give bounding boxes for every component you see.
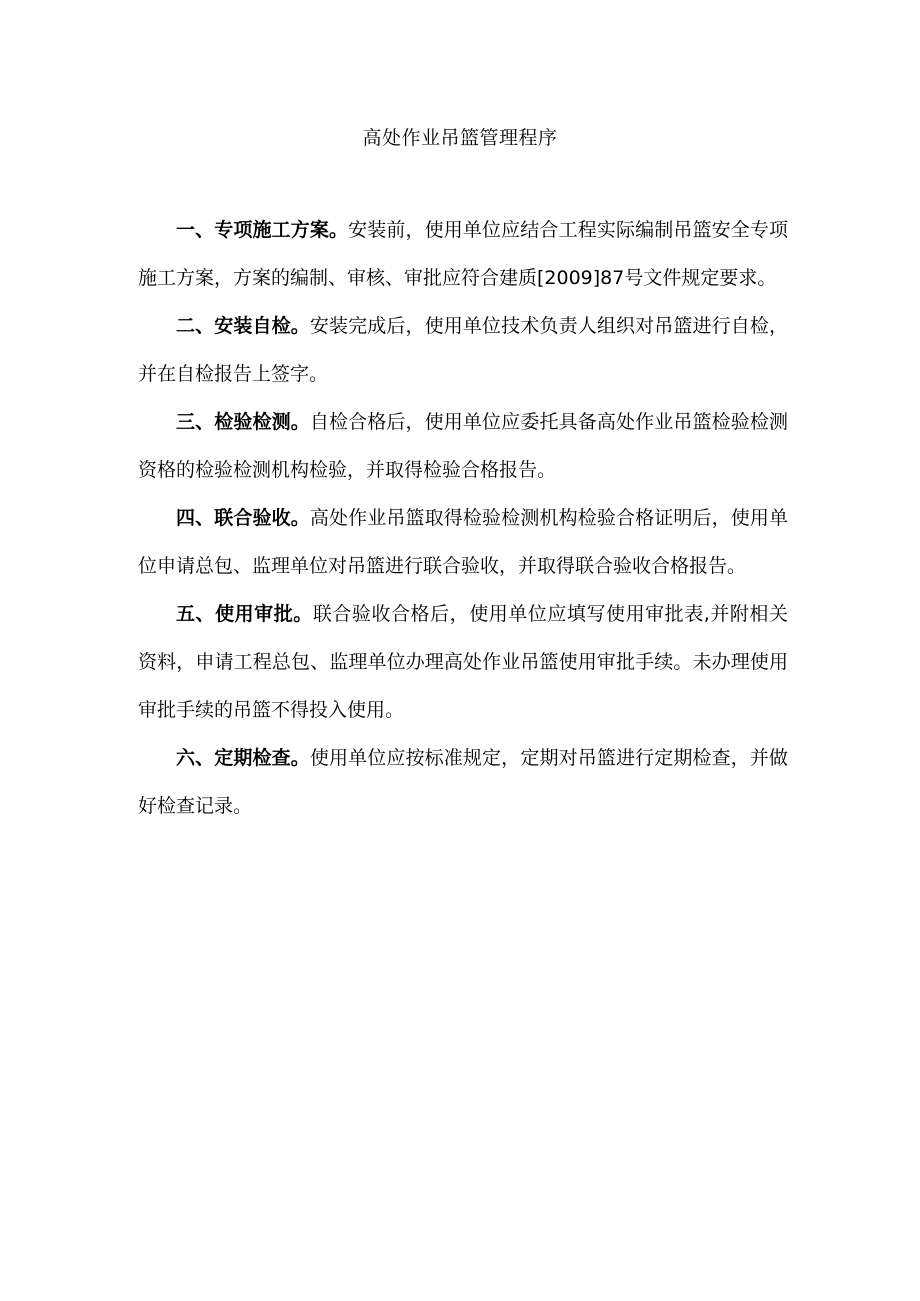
section-6-text: 使用单位应按标准规定，定期对吊篮进行定期检查，并做好检查记录。 — [138, 747, 788, 817]
section-2 — [138, 302, 788, 398]
section-1 — [138, 206, 788, 302]
section-3-text: 自检合格后，使用单位应委托具备高处作业吊篮检验检测资格的检验检测机构检验，并取得检验合格报告。 — [138, 411, 788, 481]
section-5 — [138, 590, 788, 734]
section-4-heading: 四、联合验收。 — [176, 507, 310, 529]
document-title: 高处作业吊篮管理程序 — [362, 127, 558, 149]
section-6-heading: 六、定期检查。 — [176, 747, 310, 769]
section-2-text: 安装完成后，使用单位技术负责人组织对吊篮进行自检，并在自检报告上签字。 — [138, 315, 788, 385]
section-3 — [138, 398, 788, 494]
section-3-heading: 三、检验检测。 — [176, 411, 310, 433]
document-body — [138, 206, 788, 830]
section-4-text: 高处作业吊篮取得检验检测机构检验合格证明后，使用单位申请总包、监理单位对吊篮进行联合验收，并取得联合验收合格报告。 — [138, 507, 788, 577]
section-2-heading: 二、安装自检。 — [176, 315, 310, 337]
section-4 — [138, 494, 788, 590]
section-1-text: 安装前，使用单位应结合工程实际编制吊篮安全专项施工方案，方案的编制、审核、审批应符合建质[2009]87号文件规定要求。 — [138, 219, 788, 289]
section-5-heading: 五、使用审批。 — [176, 603, 313, 625]
section-6 — [138, 734, 788, 830]
section-5-text: 联合验收合格后，使用单位应填写使用审批表,并附相关资料，申请工程总包、监理单位办理高处作业吊篮使用审批手续。未办理使用审批手续的吊篮不得投入使用。 — [138, 603, 788, 721]
section-1-heading: 一、专项施工方案。 — [176, 219, 349, 241]
